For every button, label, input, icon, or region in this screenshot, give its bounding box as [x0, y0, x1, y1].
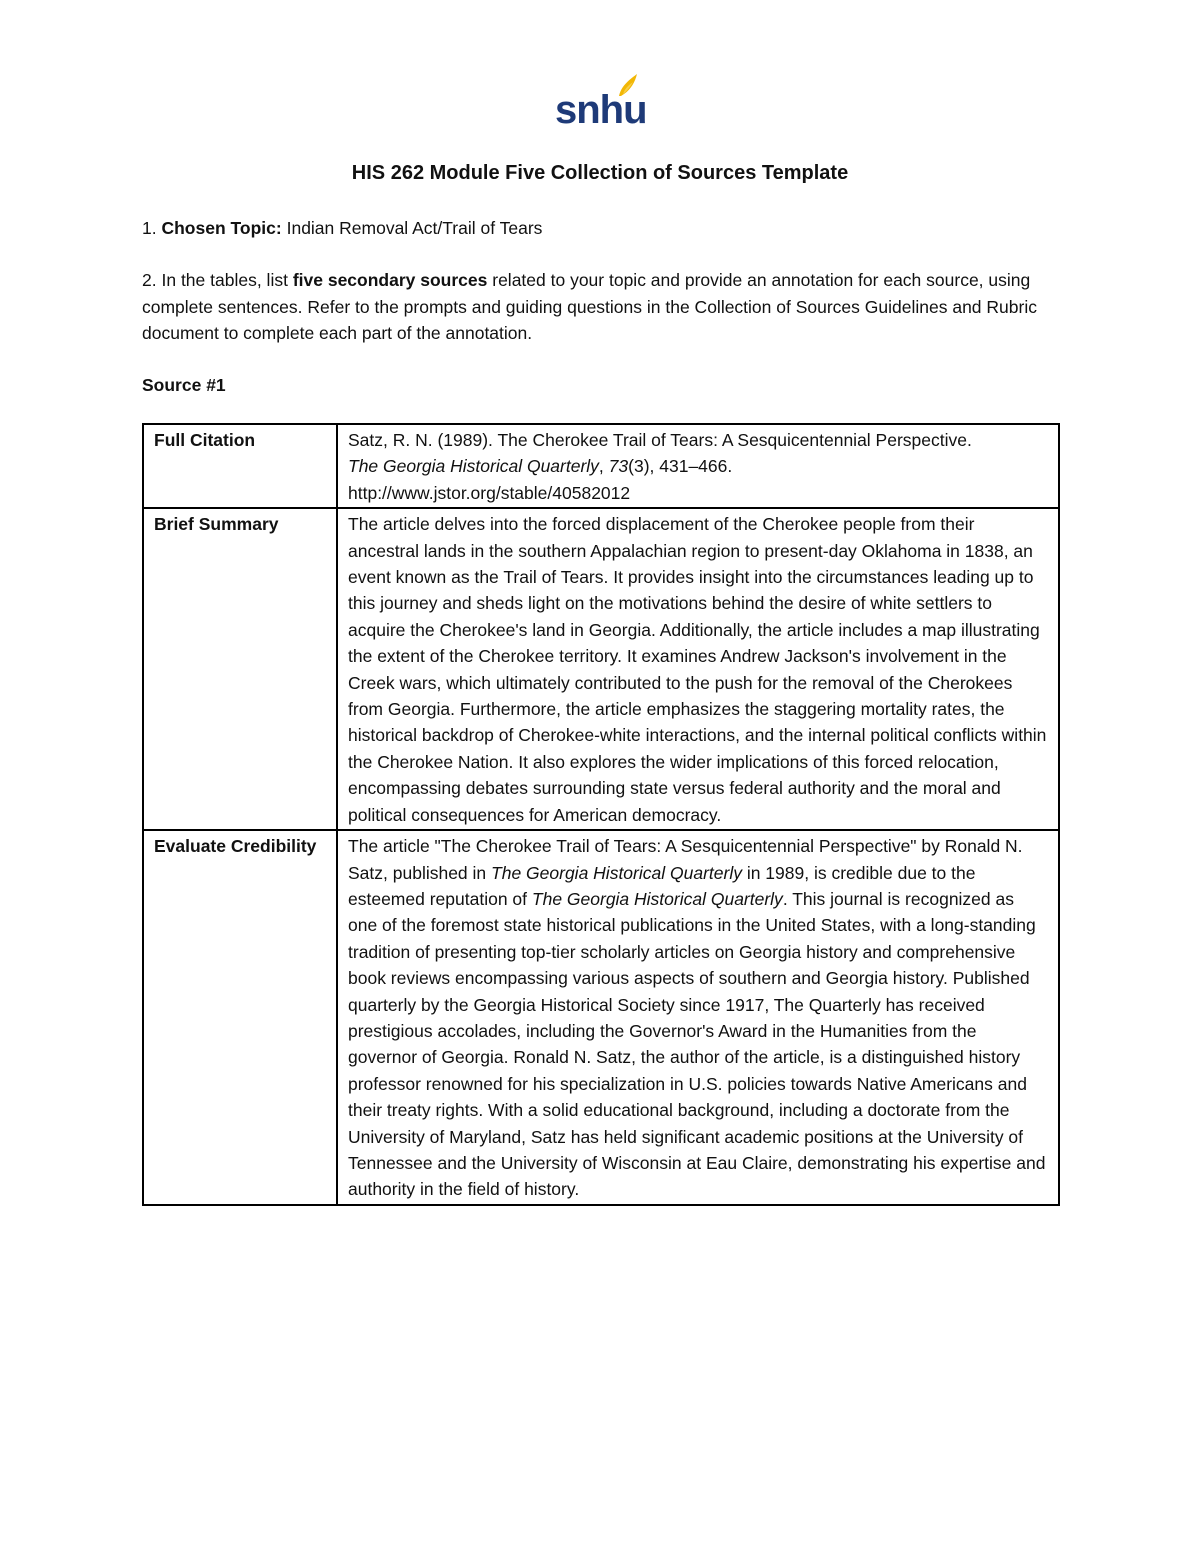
instructions-text-before: In the tables, list: [161, 270, 288, 290]
instructions-text-after: related to your topic and provide an annotation for each source, using complete sentences. Refer to the prompts and guiding questions in the Collection of Sources Guidelines and Rubric document to complete each part of the annotation.: [142, 270, 1037, 343]
topic-value: Indian Removal Act/Trail of Tears: [286, 218, 543, 238]
citation-issue-pages: (3), 431–466.: [628, 456, 733, 477]
table-row: [143, 830, 1059, 1205]
instructions-number: 2.: [142, 270, 157, 290]
brief-summary-label: Brief Summary: [143, 508, 337, 830]
chosen-topic-line: [142, 215, 1062, 242]
source-heading: Source #1: [142, 375, 226, 395]
evaluate-credibility-label: Evaluate Credibility: [143, 830, 337, 1205]
instructions-emphasis: five secondary sources: [292, 270, 488, 290]
evaluate-credibility-content: [337, 830, 1059, 1205]
instructions-paragraph: [142, 267, 1062, 347]
credibility-text-1: The article "The Cherokee Trail of Tears: A Sesquicentennial Perspective" by Ronald N. Satz, published in: [348, 836, 1023, 883]
citation-journal: The Georgia Historical Quarterly: [348, 456, 599, 477]
logo-wordmark: snhu: [555, 88, 647, 132]
table-row: [143, 508, 1059, 830]
credibility-journal-2: The Georgia Historical Quarterly: [531, 888, 783, 909]
brief-summary-content: The article delves into the forced displacement of the Cherokee people from their ancestral lands in the southern Appalachian region to present-day Oklahoma in 1838, an event known as the Trail of Tears. It provides insight into the circumstances leading up to this journey and sheds light on the motivations behind the desire of white settlers to acquire the Cherokee's land in Georgia. Additionally, the article includes a map illustrating the extent of the Cherokee territory. It examines Andrew Jackson's involvement in the Creek wars, which ultimately contributed to the push for the removal of the Cherokees from Georgia. Furthermore, the article emphasizes the staggering mortality rates, the historical backdrop of Cherokee-white interactions, and the internal political conflicts within the Cherokee Nation. It also explores the wider implications of this forced relocation, encompassing debates surrounding state versus federal authority and the moral and political consequences for American democracy.: [337, 508, 1059, 830]
citation-volume: 73: [608, 456, 629, 477]
topic-number: 1.: [142, 218, 157, 238]
credibility-journal-1: The Georgia Historical Quarterly: [491, 862, 742, 883]
snhu-logo: [555, 72, 647, 134]
flame-icon: [615, 72, 639, 98]
citation-url: http://www.jstor.org/stable/40582012: [348, 482, 631, 503]
citation-author-title: Satz, R. N. (1989). The Cherokee Trail of Tears: A Sesquicentennial Perspective.: [348, 430, 972, 450]
source-table: [142, 423, 1060, 1206]
credibility-text-3: . This journal is recognized as one of the foremost state historical publications in the United States, with a long-standing tradition of presenting top-tier scholarly articles on Georgia history and comprehensive book reviews encompassing various aspects of southern and Georgia history. Published quarterly by the Georgia Historical Society since 1917, The Quarterly has received prestigious accolades, including the Governor's Award in the Humanities from the governor of Georgia. Ronald N. Satz, the author of the article, is a distinguished history professor renowned for his specialization in U.S. policies towards Native Americans and their treaty rights. With a solid educational background, including a doctorate from the University of Maryland, Satz has held significant academic positions at the University of Tennessee and the University of Wisconsin at Eau Claire, demonstrating his expertise and authority in the field of history.: [348, 888, 1046, 1200]
topic-label: Chosen Topic:: [161, 218, 282, 238]
credibility-text-2: in 1989, is credible due to the esteemed reputation of: [348, 862, 976, 909]
page-title: HIS 262 Module Five Collection of Sources Template: [351, 162, 849, 184]
full-citation-label: Full Citation: [143, 424, 337, 508]
citation-separator: ,: [598, 456, 604, 477]
full-citation-content: [337, 424, 1059, 508]
table-row: [143, 424, 1059, 508]
